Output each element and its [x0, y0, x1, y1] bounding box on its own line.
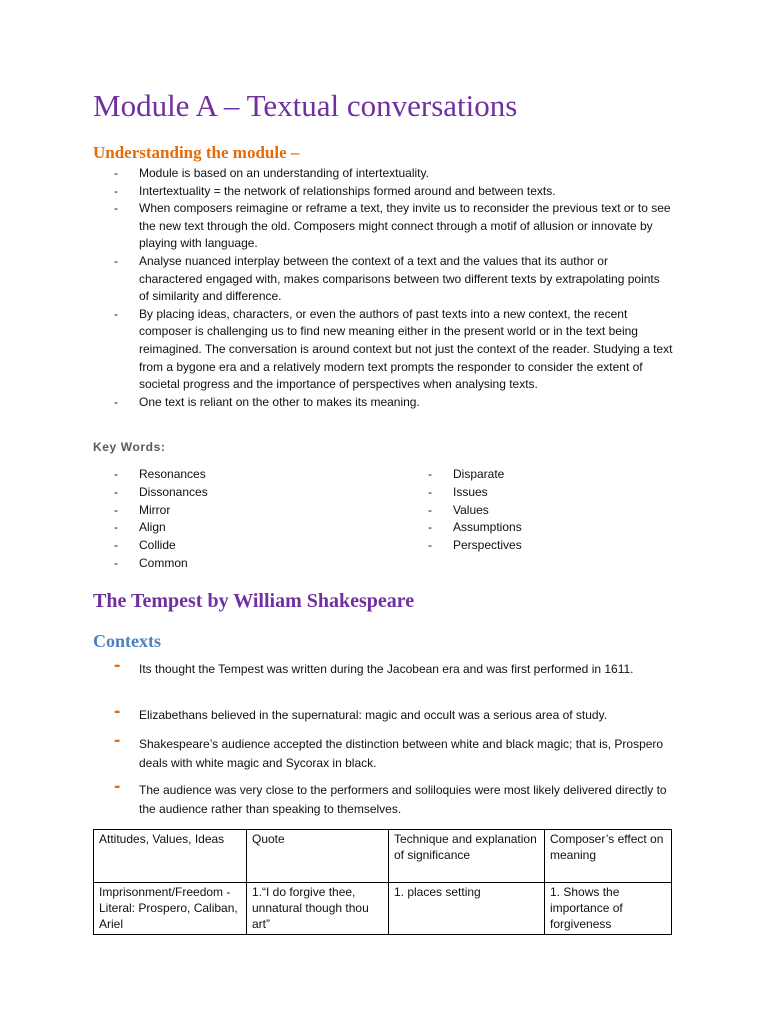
list-item — [0, 200, 673, 253]
understanding-list — [0, 165, 673, 411]
bullet-dash: - — [428, 538, 432, 553]
list-item-text: Module is based on an understanding of intertextuality. — [139, 166, 429, 180]
key-word-item — [114, 502, 208, 520]
table-cell: 1.“I do forgive thee, unnatural though thou art” — [247, 883, 389, 935]
key-word-item — [428, 519, 522, 537]
table-cell: 1. places setting — [389, 883, 545, 935]
list-item — [0, 394, 673, 412]
bullet-dash: - — [428, 467, 432, 481]
table-row — [94, 883, 672, 935]
key-words-left-list — [114, 466, 208, 573]
bullet-dash: - — [428, 484, 432, 499]
bullet-dash: - — [114, 730, 121, 751]
list-item-text: By placing ideas, characters, or even the authors of past texts into a new context, the recent composer is challenging us to find new meaning either in the present world or in the text being reimagined. The conversation is around context but not just the context of the reader. Studying a text from a bygone era and a relatively modern text prompts the responder to consider the extent of societal progress and the importance of perspectives when analysing texts. — [139, 306, 673, 392]
key-word-text: Mirror — [139, 502, 171, 517]
key-word-item — [428, 502, 522, 520]
bullet-dash: - — [428, 502, 432, 517]
table-header-cell: Attitudes, Values, Ideas — [94, 830, 247, 883]
bullet-dash: - — [114, 394, 118, 409]
key-word-text: Collide — [139, 538, 176, 553]
table-cell: Imprisonment/Freedom -Literal: Prospero, Caliban, Ariel — [94, 883, 247, 935]
list-item — [0, 253, 673, 306]
context-item-text: Shakespeare’s audience accepted the distinction between white and black magic; that is, Prospero deals with white magic and Sycorax in black. — [139, 737, 664, 770]
table-cell: 1. Shows the importance of forgiveness — [545, 883, 672, 935]
bullet-dash: - — [114, 201, 118, 216]
bullet-dash: - — [114, 183, 118, 198]
key-word-item — [428, 537, 522, 555]
bullet-dash: - — [114, 502, 118, 517]
understanding-heading: Understanding the module – — [93, 143, 300, 162]
key-word-item — [114, 519, 208, 537]
context-item-text: The audience was very close to the performers and soliloquies were most likely delivered directly to the audience rather than speaking to themselves. — [139, 783, 667, 816]
list-item-text: Intertextuality = the network of relationships formed around and between texts. — [139, 183, 556, 198]
bullet-dash: - — [114, 776, 121, 797]
bullet-dash: - — [114, 538, 118, 553]
bullet-dash: - — [114, 701, 121, 722]
key-word-text: Common — [139, 555, 188, 570]
key-word-item — [114, 537, 208, 555]
list-item-text: Analyse nuanced interplay between the context of a text and the values that its author or charactered engaged with, makes comparisons between two different texts by extrapolating points of similarity and difference. — [139, 253, 660, 304]
bullet-dash: - — [114, 520, 118, 535]
list-item-text: One text is reliant on the other to makes its meaning. — [139, 394, 420, 409]
key-word-text: Values — [453, 502, 489, 517]
key-word-item — [114, 555, 208, 573]
key-word-item — [114, 484, 208, 502]
list-item — [0, 165, 673, 183]
list-item-text: When composers reimagine or reframe a text, they invite us to reconsider the previous text or to see the new text through the old. Composers might connect through a motif of allusion or innovate by playing with language. — [139, 201, 671, 251]
bullet-dash: - — [114, 253, 118, 268]
key-word-item — [114, 466, 208, 484]
key-word-item — [428, 484, 522, 502]
list-item — [0, 183, 673, 201]
attitudes-table — [93, 829, 672, 935]
table-header-cell: Technique and explanation of significance — [389, 830, 545, 883]
tempest-heading: The Tempest by William Shakespeare — [93, 590, 415, 612]
context-item-text: Elizabethans believed in the supernatural: magic and occult was a serious area of study. — [139, 708, 608, 722]
key-word-text: Issues — [453, 484, 488, 499]
table-header-cell: Quote — [247, 830, 389, 883]
bullet-dash: - — [114, 555, 118, 570]
key-word-text: Resonances — [139, 467, 206, 481]
key-words-label: Key Words: — [93, 440, 166, 454]
bullet-dash: - — [114, 467, 118, 481]
table-header-row — [94, 830, 672, 883]
contexts-heading: Contexts — [93, 631, 161, 651]
context-item-text: Its thought the Tempest was written during the Jacobean era and was first performed in 1611. — [139, 662, 634, 676]
bullet-dash: - — [114, 306, 118, 321]
bullet-dash: - — [114, 655, 121, 676]
list-item — [0, 306, 673, 394]
key-word-text: Dissonances — [139, 484, 208, 499]
bullet-dash: - — [114, 166, 118, 180]
key-word-text: Assumptions — [453, 520, 522, 535]
table-header-cell: Composer’s effect on meaning — [545, 830, 672, 883]
key-word-text: Align — [139, 520, 166, 535]
bullet-dash: - — [428, 520, 432, 535]
key-words-right-list — [428, 466, 522, 555]
key-word-text: Perspectives — [453, 538, 522, 553]
key-word-text: Disparate — [453, 467, 505, 481]
bullet-dash: - — [114, 484, 118, 499]
page-title: Module A – Textual conversations — [93, 88, 518, 123]
key-word-item — [428, 466, 522, 484]
